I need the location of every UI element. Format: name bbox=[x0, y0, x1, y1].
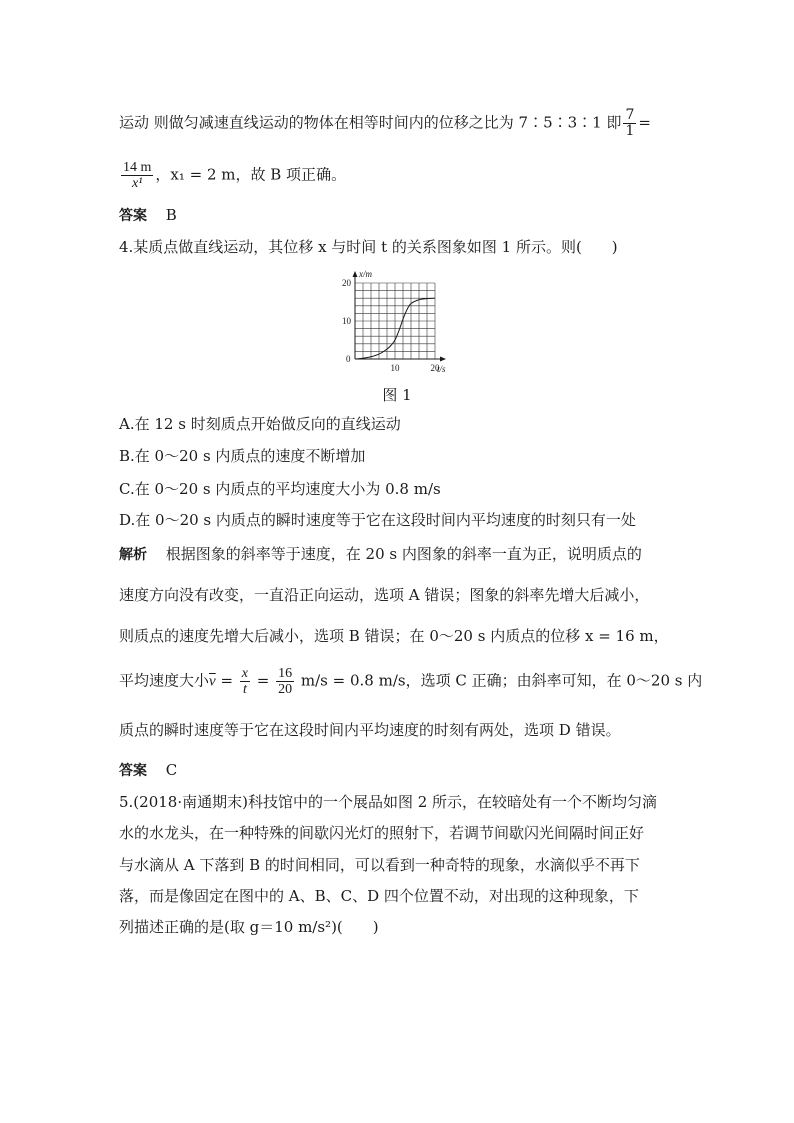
fraction bbox=[240, 666, 250, 697]
question-stem: 列描述正确的是(取 g＝10 m/s²)( ) bbox=[119, 918, 379, 936]
text-fragment: m/s = 0.8 m/s，选项 C 正确；由斜率可知，在 0～20 s 内 bbox=[296, 671, 703, 690]
answer-label: 答案 bbox=[119, 763, 147, 779]
analysis-text: 根据图象的斜率等于速度，在 20 s 内图象的斜率一直为正，说明质点的 bbox=[165, 545, 642, 563]
y-axis-arrow bbox=[353, 271, 358, 277]
equals-sign: = bbox=[638, 113, 651, 132]
text-fragment: ，x₁ = 2 m，故 B 项正确。 bbox=[155, 165, 347, 184]
question-stem: 水的水龙头，在一种特殊的间歇闪光灯的照射下，若调节间歇闪光间隔时间正好 bbox=[119, 824, 645, 842]
option-d: D.在 0～20 s 内质点的瞬时速度等于它在这段时间内平均速度的时刻只有一处 bbox=[119, 511, 636, 529]
text-line bbox=[119, 160, 346, 191]
equals-sign: = bbox=[215, 671, 238, 690]
analysis-label: 解析 bbox=[119, 547, 147, 563]
y-tick-label: 10 bbox=[342, 316, 351, 326]
answer-line bbox=[119, 205, 177, 226]
chart-labels bbox=[342, 269, 446, 374]
fraction-numerator: 7 bbox=[625, 107, 635, 123]
analysis-line: 质点的瞬时速度等于它在这段时间内平均速度的时刻有两处，选项 D 错误。 bbox=[119, 721, 621, 739]
fraction bbox=[121, 160, 153, 191]
fraction-numerator: 14 m bbox=[123, 160, 152, 175]
text-fragment: 运动 则做匀减速直线运动的物体在相等时间内的位移之比为 7∶5∶3∶1 即 bbox=[119, 113, 622, 132]
x-tick-label: 10 bbox=[390, 363, 400, 373]
y-tick-label: 20 bbox=[342, 278, 351, 288]
option-a: A.在 12 s 时刻质点开始做反向的直线运动 bbox=[119, 415, 401, 433]
origin-label: 0 bbox=[346, 354, 351, 364]
answer-value: B bbox=[165, 206, 177, 224]
analysis-line bbox=[119, 544, 642, 565]
fraction bbox=[623, 108, 636, 139]
x-axis-label: t/s bbox=[437, 364, 446, 374]
fraction-numerator: 16 bbox=[278, 666, 293, 681]
figure-caption: 图 1 bbox=[382, 386, 412, 404]
option-b: B.在 0～20 s 内质点的速度不断增加 bbox=[119, 447, 366, 465]
equals-sign: = bbox=[252, 671, 275, 690]
chart-axes bbox=[353, 271, 447, 362]
chart-grid bbox=[355, 283, 435, 359]
fraction-denominator: 20 bbox=[278, 682, 293, 697]
answer-label: 答案 bbox=[119, 208, 147, 224]
analysis-line: 则质点的速度先增大后减小，选项 B 错误；在 0～20 s 内质点的位移 x = 16 m， bbox=[119, 627, 669, 645]
option-c: C.在 0～20 s 内质点的平均速度大小为 0.8 m/s bbox=[119, 480, 441, 498]
mean-velocity-symbol: $\overline{v}$ bbox=[209, 673, 216, 690]
fraction-denominator: x¹ bbox=[131, 176, 143, 191]
analysis-line bbox=[119, 666, 702, 697]
text-fragment: 平均速度大小 bbox=[119, 671, 210, 690]
figure-chart bbox=[335, 268, 465, 378]
fraction bbox=[276, 666, 294, 697]
question-stem: 4.某质点做直线运动，其位移 x 与时间 t 的关系图象如图 1 所示。则( ) bbox=[119, 238, 618, 256]
x-axis-arrow bbox=[440, 357, 446, 362]
answer-line bbox=[119, 760, 177, 781]
answer-value: C bbox=[165, 761, 178, 779]
question-stem: 5.(2018·南通期末)科技馆中的一个展品如图 2 所示，在较暗处有一个不断均匀滴 bbox=[119, 793, 658, 811]
text-line bbox=[119, 108, 651, 139]
question-stem: 与水滴从 A 下落到 B 的时间相同，可以看到一种奇特的现象，水滴似乎不再下 bbox=[119, 856, 640, 874]
x-tick-label: 20 bbox=[430, 363, 440, 373]
fraction-denominator: 1 bbox=[625, 123, 635, 139]
y-axis-label: x/m bbox=[359, 269, 372, 279]
analysis-line: 速度方向没有改变，一直沿正向运动，选项 A 错误；图象的斜率先增大后减小， bbox=[119, 586, 650, 604]
fraction-denominator: t bbox=[242, 682, 247, 697]
fraction-numerator: x bbox=[241, 666, 249, 681]
question-stem: 落，而是像固定在图中的 A、B、C、D 四个位置不动，对出现的这种现象，下 bbox=[119, 887, 639, 905]
